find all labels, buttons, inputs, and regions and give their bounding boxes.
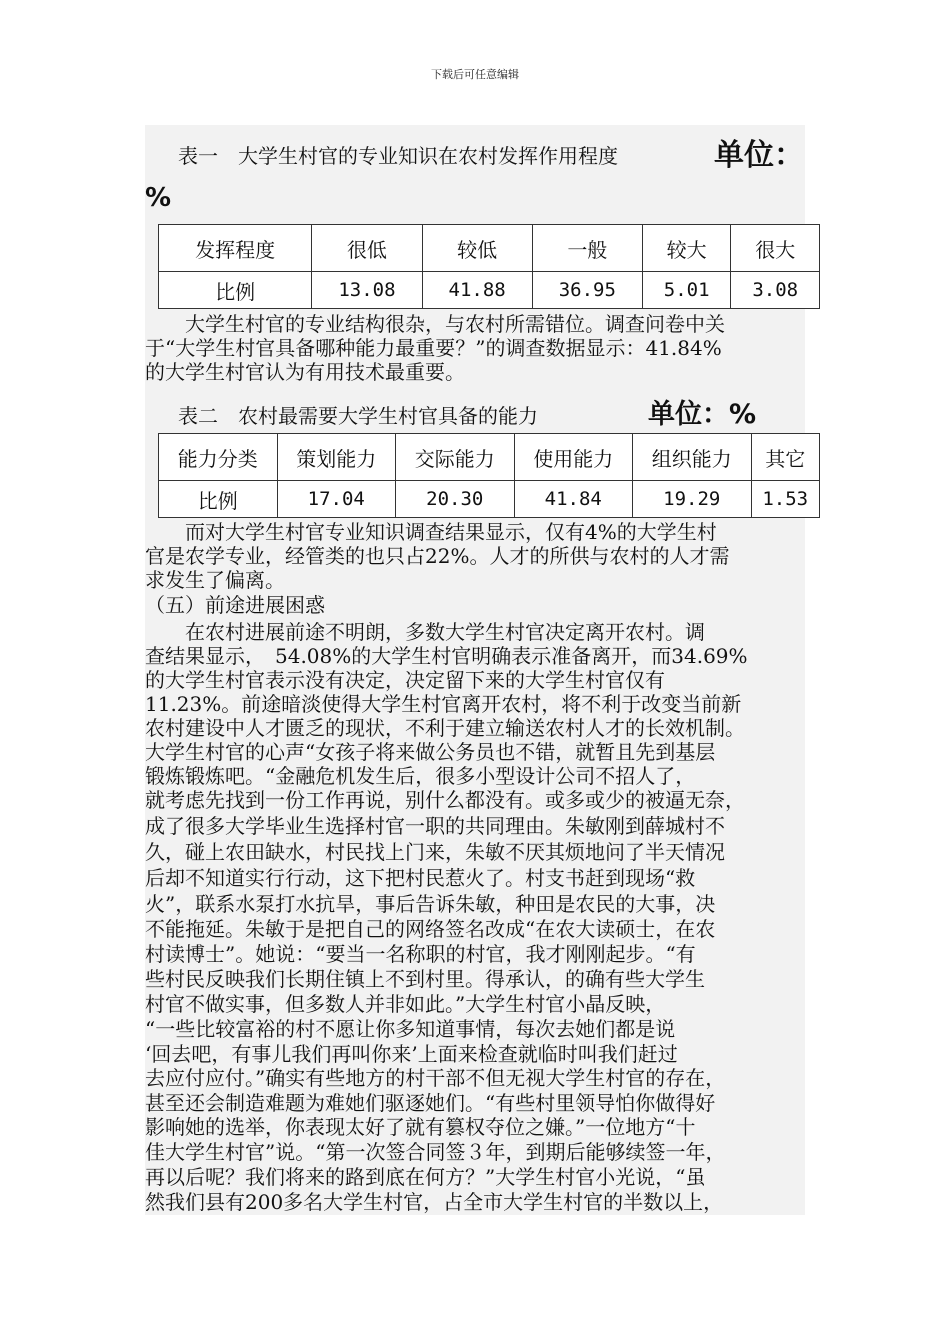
table-cell: 比例 [159, 481, 278, 518]
table-header-cell: 组织能力 [633, 434, 752, 481]
table-header-cell: 很大 [731, 225, 820, 272]
table-cell: 5.01 [642, 272, 731, 309]
table-header-cell: 交际能力 [396, 434, 515, 481]
paragraph-line: ‘回去吧，有事儿我们再叫你来’上面来检查就临时叫我们赶过 [145, 1042, 678, 1066]
table2-header-row [159, 434, 820, 481]
table-cell: 比例 [159, 272, 312, 309]
table-cell: 36.95 [532, 272, 642, 309]
table1-caption: 表一 大学生村官的专业知识在农村发挥作用程度 [178, 144, 618, 168]
table-cell: 20.30 [396, 481, 515, 518]
paragraph-line: 而对大学生村官专业知识调查结果显示，仅有4%的大学生村 [145, 520, 717, 544]
table-row [159, 481, 820, 518]
table-header-cell: 策划能力 [277, 434, 396, 481]
table-cell: 41.84 [514, 481, 633, 518]
table-header-cell: 发挥程度 [159, 225, 312, 272]
section-heading: （五）前途进展困惑 [145, 593, 325, 617]
paragraph-line: 的大学生村官表示没有决定，决定留下来的大学生村官仅有 [145, 668, 665, 692]
table1 [158, 224, 820, 309]
table-header-cell: 较大 [642, 225, 731, 272]
paragraph-line: 在农村进展前途不明朗，多数大学生村官决定离开农村。调 [145, 620, 705, 644]
paragraph-line: 成了很多大学毕业生选择村官一职的共同理由。朱敏刚到薛城村不 [145, 814, 725, 838]
paragraph-line: 火”，联系水泵打水抗旱，事后告诉朱敏，种田是农民的大事，决 [145, 892, 716, 916]
table-header-cell: 其它 [751, 434, 820, 481]
paragraph-line: 农村建设中人才匮乏的现状，不利于建立输送农村人才的长效机制。 [145, 716, 745, 740]
table1-unit-label: 单位： [714, 138, 804, 173]
paragraph-line: 大学生村官的专业结构很杂，与农村所需错位。调查问卷中关 [145, 312, 725, 336]
paragraph-line: 求发生了偏离。 [145, 568, 285, 592]
table2-caption: 表二 农村最需要大学生村官具备的能力 [178, 404, 538, 428]
paragraph-line: 佳大学生村官”说。“第一次签合同签３年，到期后能够续签一年， [145, 1140, 726, 1164]
paragraph-line: 去应付应付。”确实有些地方的村干部不但无视大学生村官的存在， [145, 1066, 726, 1090]
table-row [159, 272, 820, 309]
table-header-cell: 使用能力 [514, 434, 633, 481]
paragraph-line: 甚至还会制造难题为难她们驱逐她们。“有些村里领导怕你做得好 [145, 1091, 716, 1115]
paragraph-line: 官是农学专业，经管类的也只占22%。人才的所供与农村的人才需 [145, 544, 730, 568]
paragraph-line: 查结果显示， 54.08%的大学生村官明确表示准备离开，而34.69% [145, 644, 748, 668]
table2-unit: 单位：% [648, 399, 757, 430]
page-header: 下载后可任意编辑 [431, 68, 519, 81]
paragraph-line: 再以后呢？我们将来的路到底在何方？”大学生村官小光说，“虽 [145, 1165, 706, 1189]
paragraph-line: 于“大学生村官具备哪种能力最重要？”的调查数据显示：41.84% [145, 336, 722, 360]
table-header-cell: 能力分类 [159, 434, 278, 481]
paragraph-line: 后却不知道实行行动，这下把村民惹火了。村支书赶到现场“救 [145, 866, 696, 890]
table1-unit-symbol: % [145, 183, 172, 213]
table-cell: 41.88 [422, 272, 532, 309]
table-cell: 3.08 [731, 272, 820, 309]
paragraph-line: 村官不做实事，但多数人并非如此。”大学生村官小晶反映， [145, 992, 666, 1016]
table-header-cell: 较低 [422, 225, 532, 272]
paragraph-line: 锻炼锻炼吧。“金融危机发生后，很多小型设计公司不招人了， [145, 764, 696, 788]
paragraph-line: 影响她的选举，你表现太好了就有篡权夺位之嫌。”一位地方“十 [145, 1115, 696, 1139]
paragraph-line: 就考虑先找到一份工作再说，别什么都没有。或多或少的被逼无奈， [145, 788, 745, 812]
table-cell: 19.29 [633, 481, 752, 518]
paragraph-line: 久，碰上农田缺水，村民找上门来，朱敏不厌其烦地问了半天情况 [145, 840, 725, 864]
table2 [158, 433, 820, 518]
table-cell: 1.53 [751, 481, 820, 518]
paragraph-line: 的大学生村官认为有用技术最重要。 [145, 360, 465, 384]
table-cell: 13.08 [312, 272, 422, 309]
paragraph-line: 村读博士”。她说：“要当一名称职的村官，我才刚刚起步。“有 [145, 942, 696, 966]
paragraph-line: 不能拖延。朱敏于是把自己的网络签名改成“在农大读硕士，在农 [145, 917, 716, 941]
paragraph-line: 大学生村官的心声“女孩子将来做公务员也不错，就暂且先到基层 [145, 740, 716, 764]
paragraph-line: 然我们县有200多名大学生村官，占全市大学生村官的半数以上， [145, 1190, 724, 1214]
table-header-cell: 一般 [532, 225, 642, 272]
table1-header-row [159, 225, 820, 272]
table-cell: 17.04 [277, 481, 396, 518]
paragraph-line: “一些比较富裕的村不愿让你多知道事情，每次去她们都是说 [145, 1017, 676, 1041]
paragraph-line: 些村民反映我们长期住镇上不到村里。得承认，的确有些大学生 [145, 967, 705, 991]
table-header-cell: 很低 [312, 225, 422, 272]
paragraph-line: 11.23%。前途暗淡使得大学生村官离开农村，将不利于改变当前新 [145, 692, 742, 716]
